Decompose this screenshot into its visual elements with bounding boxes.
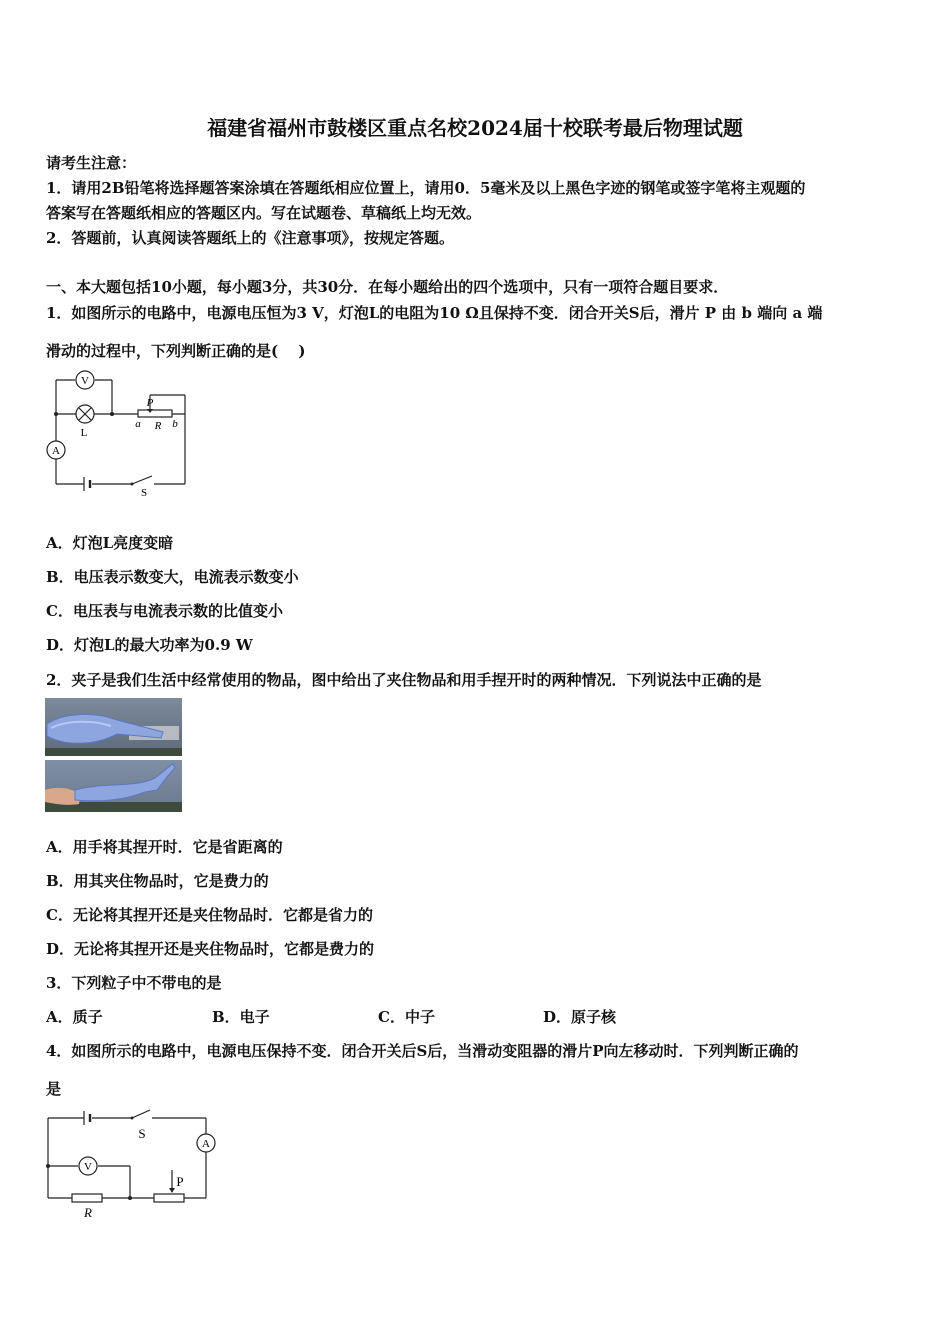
q3-option-a: A．质子 xyxy=(46,1008,103,1026)
switch-icon xyxy=(131,483,134,486)
notice-item-2: 2．答题前，认真阅读答题纸上的《注意事项》，按规定答题。 xyxy=(46,229,454,247)
q2-option-c: C．无论将其捏开还是夹住物品时．它都是省力的 xyxy=(46,906,373,924)
ammeter-icon xyxy=(47,441,65,459)
q1-resistor-label: R xyxy=(154,420,162,432)
page-title: 福建省福州市鼓楼区重点名校2024届十校联考最后物理试题 xyxy=(207,116,743,140)
voltmeter-icon xyxy=(79,1157,97,1175)
q1-option-a: A．灯泡L亮度变暗 xyxy=(46,534,174,552)
section-heading: 一、本大题包括10小题，每小题3分，共30分．在每小题给出的四个选项中，只有一项符合题目要求． xyxy=(46,278,729,296)
q1-option-d: D．灯泡L的最大功率为0.9 W xyxy=(46,636,253,654)
q4-stem-cont: 是 xyxy=(46,1080,62,1098)
q4-stem: 4．如图所示的电路中，电源电压保持不变．闭合开关后S后，当滑动变阻器的滑片P向左移动时．下列判断正确的 xyxy=(46,1042,799,1060)
q3-option-c: C．中子 xyxy=(378,1008,435,1026)
q3-option-b: B．电子 xyxy=(212,1008,270,1026)
q2-option-d: D．无论将其捏开还是夹住物品时，它都是费力的 xyxy=(46,940,375,958)
clip-opened-by-hand-photo xyxy=(45,760,182,812)
q4-ammeter-label: A xyxy=(202,1138,210,1150)
q1-option-c: C．电压表与电流表示数的比值变小 xyxy=(46,602,283,620)
switch-icon xyxy=(131,1117,134,1120)
q2-option-b: B．用其夹住物品时，它是费力的 xyxy=(46,872,269,890)
q2-stem: 2．夹子是我们生活中经常使用的物品，图中给出了夹住物品和用手捏开时的两种情况．下列说法中正确的是 xyxy=(46,671,762,689)
q1-circuit-diagram xyxy=(40,368,200,503)
q4-resistor-label: R xyxy=(84,1205,92,1220)
voltmeter-icon xyxy=(76,371,94,389)
q1-lamp-label: L xyxy=(80,427,88,439)
q1-end-b-label: b xyxy=(172,418,178,430)
notice-item-1-cont: 答案写在答题纸相应的答题区内。写在试题卷、草稿纸上均无效。 xyxy=(46,204,482,222)
rheostat-icon xyxy=(138,410,172,417)
junction-dot xyxy=(46,1164,50,1168)
q1-end-a-label: a xyxy=(135,418,141,430)
q1-option-b: B．电压表示数变大，电流表示数变小 xyxy=(46,568,299,586)
q4-slider-label: P xyxy=(176,1174,184,1189)
rheostat-icon xyxy=(154,1194,184,1202)
q4-switch-label: S xyxy=(138,1126,146,1141)
battery-icon xyxy=(84,477,90,491)
resistor-icon xyxy=(72,1194,102,1202)
q1-stem-cont: 滑动的过程中，下列判断正确的是( ) xyxy=(46,342,306,360)
battery-icon xyxy=(84,1111,90,1125)
q3-stem: 3．下列粒子中不带电的是 xyxy=(46,974,222,992)
notice-heading: 请考生注意： xyxy=(46,154,137,172)
q3-option-d: D．原子核 xyxy=(543,1008,617,1026)
q4-circuit-diagram xyxy=(40,1104,230,1224)
q2-option-a: A．用手将其捏开时．它是省距离的 xyxy=(46,838,283,856)
q1-ammeter-label: A xyxy=(52,445,60,457)
slider-arrow-icon xyxy=(169,1188,175,1193)
q1-switch-label: S xyxy=(140,487,148,499)
q1-slider-label: P xyxy=(146,397,154,409)
q1-voltmeter-label: V xyxy=(81,375,89,387)
junction-dot xyxy=(110,412,114,416)
notice-item-1: 1．请用2B铅笔将选择题答案涂填在答题纸相应位置上，请用0．5毫米及以上黑色字迹的钢笔或签字笔将主观题的 xyxy=(46,179,806,197)
q4-voltmeter-label: V xyxy=(84,1161,92,1173)
q1-stem: 1．如图所示的电路中，电源电压恒为3 V，灯泡L的电阻为10 Ω且保持不变．闭合开关S后，滑片 P 由 b 端向 a 端 xyxy=(46,304,823,322)
junction-dot xyxy=(54,412,58,416)
lamp-icon xyxy=(76,405,94,423)
clip-holding-photo xyxy=(45,698,182,756)
junction-dot xyxy=(128,1196,132,1200)
ammeter-icon xyxy=(197,1134,215,1152)
